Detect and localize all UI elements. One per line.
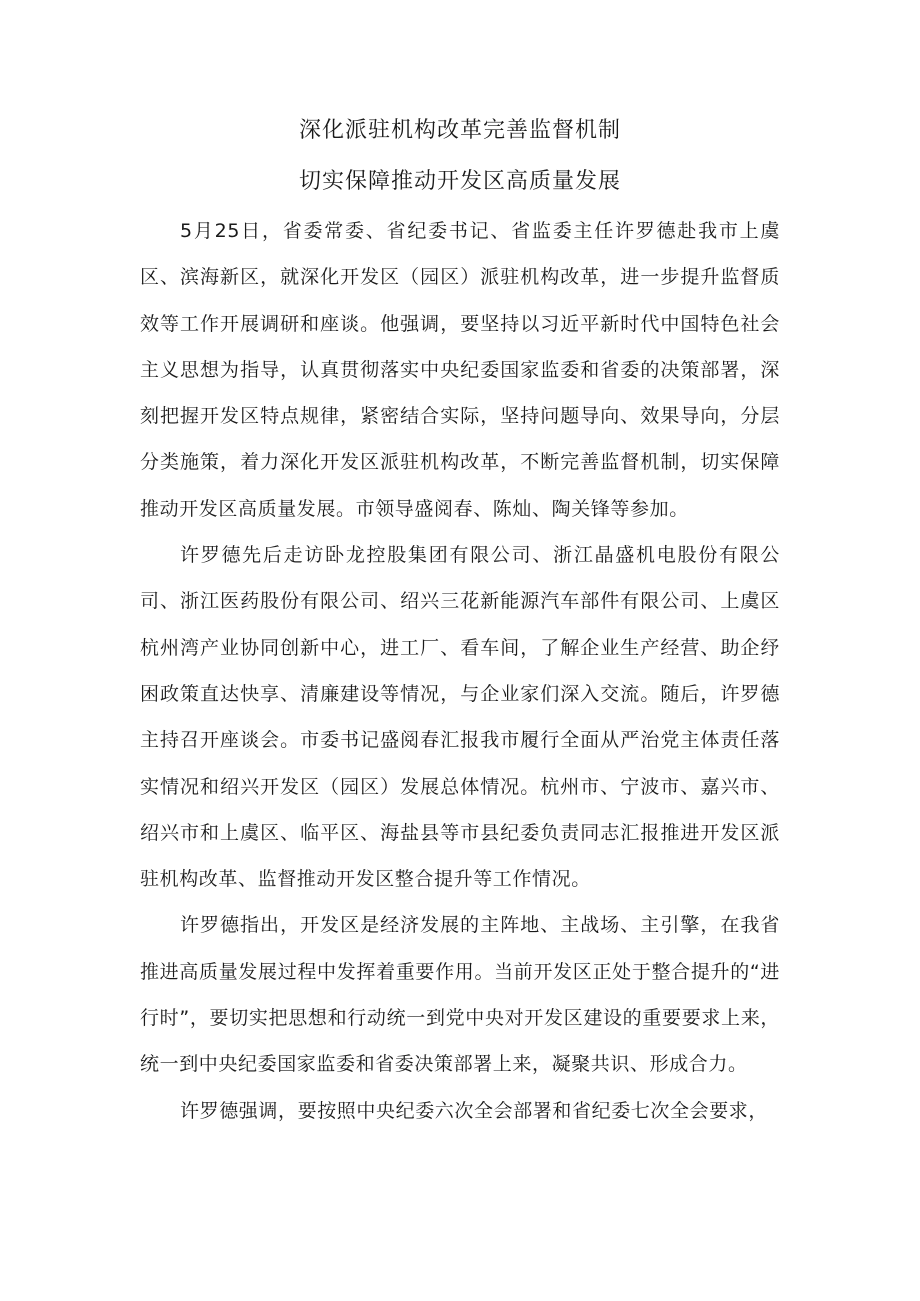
paragraph-2: 许罗德先后走访卧龙控股集团有限公司、浙江晶盛机电股份有限公司、浙江医药股份有限公司、绍兴三花新能源汽车部件有限公司、上虞区杭州湾产业协同创新中心，进工厂、看车间，了解企业生产经营、助企纾困政策直达快享、清廉建设等情况，与企业家们深入交流。随后，许罗德主持召开座谈会。市委书记盛阅春汇报我市履行全面从严治党主体责任落实情况和绍兴开发区（园区）发展总体情况。杭州市、宁波市、嘉兴市、绍兴市和上虞区、临平区、海盐县等市县纪委负责同志汇报推进开发区派驻机构改革、监督推动开发区整合提升等工作情况。 (140, 544, 780, 891)
document-title-line-1: 深化派驻机构改革完善监督机制 (298, 118, 621, 143)
document-body (140, 208, 780, 1134)
document-title-line-2: 切实保障推动开发区高质量发展 (298, 169, 621, 194)
paragraph-4: 许罗德强调，要按照中央纪委六次全会部署和省纪委七次全会要求， (180, 1099, 769, 1122)
paragraph-1: 5月25日，省委常委、省纪委书记、省监委主任许罗德赴我市上虞区、滨海新区，就深化开发区（园区）派驻机构改革，进一步提升监督质效等工作开展调研和座谈。他强调，要坚持以习近平新时代中国特色社会主义思想为指导，认真贯彻落实中央纪委国家监委和省委的决策部署，深刻把握开发区特点规律，紧密结合实际，坚持问题导向、效果导向，分层分类施策，着力深化开发区派驻机构改革，不断完善监督机制，切实保障推动开发区高质量发展。市领导盛阅春、陈灿、陶关锋等参加。 (140, 220, 780, 520)
paragraph-3: 许罗德指出，开发区是经济发展的主阵地、主战场、主引擎，在我省推进高质量发展过程中发挥着重要作用。当前开发区正处于整合提升的“进行时”，要切实把思想和行动统一到党中央对开发区建设的重要要求上来，统一到中央纪委国家监委和省委决策部署上来，凝聚共识、形成合力。 (140, 914, 780, 1076)
